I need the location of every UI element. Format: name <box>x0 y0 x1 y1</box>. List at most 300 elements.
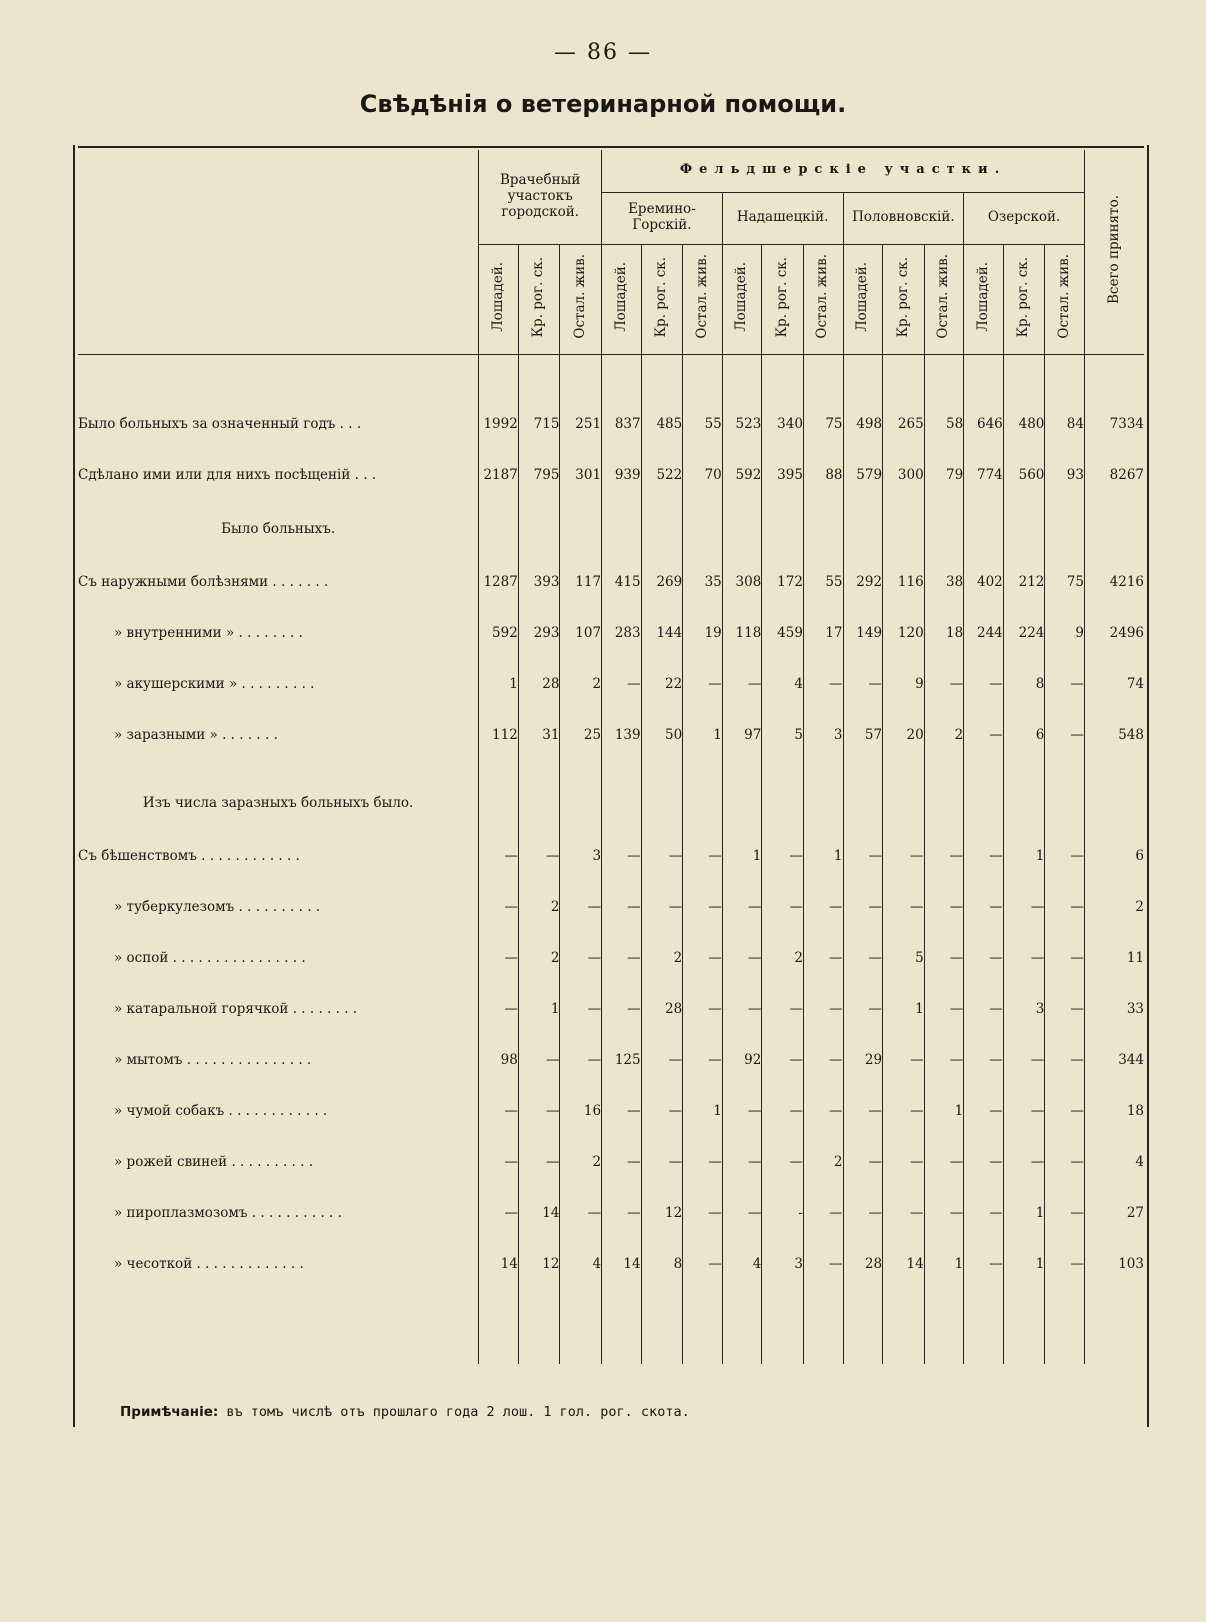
value-cell <box>479 501 519 557</box>
value-cell <box>964 775 1004 831</box>
sub-column-header <box>479 244 519 354</box>
sub-column-header <box>683 244 723 354</box>
section-heading: Было больныхъ. <box>221 520 336 537</box>
value-cell: — <box>803 882 843 933</box>
value-cell: — <box>1045 1035 1085 1086</box>
value-cell: — <box>683 933 723 984</box>
value-cell: — <box>843 1086 883 1137</box>
value-cell: — <box>602 882 642 933</box>
value-cell: 75 <box>1045 557 1085 608</box>
value-cell: 120 <box>883 608 925 659</box>
value-cell: — <box>762 831 804 882</box>
spacer-row <box>78 1304 1144 1364</box>
value-cell: 92 <box>722 1035 762 1086</box>
total-cell: 33 <box>1084 984 1144 1035</box>
sub-column-label: Остал. жив. <box>571 254 588 340</box>
value-cell <box>602 775 642 831</box>
value-cell: — <box>883 1035 925 1086</box>
value-cell: — <box>479 882 519 933</box>
value-cell: — <box>803 1188 843 1239</box>
value-cell: — <box>1045 831 1085 882</box>
value-cell: — <box>479 1137 519 1188</box>
value-cell: 28 <box>843 1239 883 1290</box>
value-cell <box>803 775 843 831</box>
value-cell: — <box>722 984 762 1035</box>
value-cell: — <box>964 933 1004 984</box>
table-row <box>78 1086 1144 1137</box>
value-cell: 4 <box>560 1239 602 1290</box>
value-cell: — <box>479 933 519 984</box>
value-cell <box>762 775 804 831</box>
total-cell: 103 <box>1084 1239 1144 1290</box>
value-cell: — <box>602 1137 642 1188</box>
value-cell: 393 <box>518 557 560 608</box>
value-cell: 1 <box>683 710 723 761</box>
value-cell: 283 <box>602 608 642 659</box>
value-cell: — <box>641 831 683 882</box>
value-cell: 293 <box>518 608 560 659</box>
value-cell: 14 <box>518 1188 560 1239</box>
value-cell: 308 <box>722 557 762 608</box>
total-cell: 4 <box>1084 1137 1144 1188</box>
table-row <box>78 659 1144 710</box>
value-cell: 340 <box>762 399 804 450</box>
row-label: » заразными » . . . . . . . <box>114 727 278 743</box>
section-heading: Изъ числа заразныхъ больныхъ было. <box>142 794 414 811</box>
value-cell: — <box>602 831 642 882</box>
value-cell: 459 <box>762 608 804 659</box>
value-cell: 774 <box>964 450 1004 501</box>
value-cell: — <box>683 882 723 933</box>
value-cell: 17 <box>803 608 843 659</box>
sub-column-header <box>560 244 602 354</box>
footnote-text: въ томъ числѣ отъ прошлаго года 2 лош. 1 гол. рог. скота. <box>226 1404 690 1420</box>
table-row <box>78 608 1144 659</box>
value-cell: 75 <box>803 399 843 450</box>
value-cell: 93 <box>1045 450 1085 501</box>
value-cell: 2 <box>560 1137 602 1188</box>
section-heading-row <box>78 501 1144 557</box>
value-cell: 14 <box>883 1239 925 1290</box>
value-cell: — <box>1045 984 1085 1035</box>
sub-column-header <box>762 244 804 354</box>
value-cell: 480 <box>1003 399 1045 450</box>
value-cell: 20 <box>883 710 925 761</box>
sub-column-label: Кр. рог. ск. <box>1015 256 1032 337</box>
value-cell: — <box>602 659 642 710</box>
feldsher-group-header: Фельдшерскіе участки. <box>602 150 1085 192</box>
value-cell <box>762 501 804 557</box>
value-cell: 523 <box>722 399 762 450</box>
value-cell: 12 <box>518 1239 560 1290</box>
sub-column-label: Лошадей. <box>733 261 750 332</box>
value-cell: — <box>843 984 883 1035</box>
sub-column-label: Лошадей. <box>974 261 991 332</box>
table-row <box>78 984 1144 1035</box>
vet-table <box>78 150 1144 1364</box>
value-cell: — <box>762 1086 804 1137</box>
value-cell <box>518 501 560 557</box>
value-cell <box>560 775 602 831</box>
value-cell: — <box>843 882 883 933</box>
value-cell: 2 <box>560 659 602 710</box>
station-header: Еремино-Горскій. <box>602 192 723 244</box>
value-cell: 9 <box>883 659 925 710</box>
value-cell: — <box>641 1086 683 1137</box>
value-cell: — <box>518 1086 560 1137</box>
value-cell: 70 <box>683 450 723 501</box>
value-cell <box>803 501 843 557</box>
value-cell: — <box>560 1188 602 1239</box>
value-cell: 1 <box>883 984 925 1035</box>
value-cell: 3 <box>803 710 843 761</box>
value-cell: 149 <box>843 608 883 659</box>
row-label: Съ наружными болѣзнями . . . . . . . <box>78 574 329 590</box>
value-cell: 579 <box>843 450 883 501</box>
sub-column-header <box>722 244 762 354</box>
sub-column-label: Кр. рог. ск. <box>653 256 670 337</box>
page-title: Свѣдѣнія о ветеринарной помощи. <box>359 90 847 118</box>
value-cell: 415 <box>602 557 642 608</box>
value-cell: - <box>762 1188 804 1239</box>
value-cell <box>722 775 762 831</box>
value-cell: — <box>518 1035 560 1086</box>
value-cell: — <box>602 1188 642 1239</box>
value-cell <box>518 775 560 831</box>
value-cell: 144 <box>641 608 683 659</box>
sub-column-header <box>924 244 964 354</box>
value-cell: — <box>1045 659 1085 710</box>
value-cell <box>883 501 925 557</box>
value-cell <box>883 775 925 831</box>
value-cell <box>843 775 883 831</box>
value-cell: 116 <box>883 557 925 608</box>
value-cell: — <box>964 1137 1004 1188</box>
value-cell: 58 <box>924 399 964 450</box>
value-cell <box>1003 775 1045 831</box>
value-cell: — <box>803 984 843 1035</box>
value-cell: 38 <box>924 557 964 608</box>
urban-station-header: Врачебный участокъ городской. <box>479 150 602 244</box>
value-cell: 5 <box>762 710 804 761</box>
total-header-label: Всего принято. <box>1105 194 1122 304</box>
value-cell: — <box>683 1137 723 1188</box>
sub-column-label: Лошадей. <box>612 261 629 332</box>
value-cell: — <box>883 831 925 882</box>
value-cell: 12 <box>641 1188 683 1239</box>
value-cell: 2 <box>518 882 560 933</box>
value-cell: — <box>722 1086 762 1137</box>
value-cell: — <box>683 984 723 1035</box>
value-cell: — <box>602 984 642 1035</box>
station-header: Надашецкій. <box>722 192 843 244</box>
value-cell: 292 <box>843 557 883 608</box>
page-number: — 86 — <box>554 40 652 65</box>
total-cell: 4216 <box>1084 557 1144 608</box>
value-cell: 172 <box>762 557 804 608</box>
value-cell: 88 <box>803 450 843 501</box>
value-cell: 55 <box>803 557 843 608</box>
value-cell: 592 <box>479 608 519 659</box>
value-cell: 3 <box>560 831 602 882</box>
row-label: » катаральной горячкой . . . . . . . . <box>114 1001 358 1017</box>
sub-column-label: Остал. жив. <box>935 254 952 340</box>
value-cell: 1 <box>518 984 560 1035</box>
value-cell: — <box>1003 1137 1045 1188</box>
value-cell: — <box>883 1188 925 1239</box>
value-cell: — <box>602 933 642 984</box>
value-cell: — <box>843 1137 883 1188</box>
total-cell: 11 <box>1084 933 1144 984</box>
value-cell: — <box>1003 1086 1045 1137</box>
value-cell <box>1045 501 1085 557</box>
total-cell: 18 <box>1084 1086 1144 1137</box>
row-label: » оспой . . . . . . . . . . . . . . . . <box>114 950 306 966</box>
value-cell: 55 <box>683 399 723 450</box>
value-cell <box>1045 775 1085 831</box>
value-cell: — <box>560 933 602 984</box>
table-row <box>78 1188 1144 1239</box>
table-top-rule <box>78 146 1144 148</box>
value-cell: 485 <box>641 399 683 450</box>
sub-column-header <box>1045 244 1085 354</box>
value-cell: 498 <box>843 399 883 450</box>
value-cell: — <box>683 1239 723 1290</box>
value-cell: 1 <box>722 831 762 882</box>
value-cell <box>683 501 723 557</box>
table-row <box>78 450 1144 501</box>
total-cell: 2496 <box>1084 608 1144 659</box>
value-cell: 2 <box>518 933 560 984</box>
value-cell: 2 <box>924 710 964 761</box>
value-cell: — <box>479 1086 519 1137</box>
value-cell: 8 <box>1003 659 1045 710</box>
table-row <box>78 1035 1144 1086</box>
value-cell: — <box>722 882 762 933</box>
value-cell <box>560 501 602 557</box>
value-cell: — <box>1003 1035 1045 1086</box>
table-row <box>78 1137 1144 1188</box>
value-cell: — <box>803 933 843 984</box>
sub-column-label: Кр. рог. ск. <box>894 256 911 337</box>
value-cell: — <box>762 984 804 1035</box>
value-cell <box>722 501 762 557</box>
value-cell: — <box>479 1188 519 1239</box>
total-cell: 548 <box>1084 710 1144 761</box>
total-cell: 6 <box>1084 831 1144 882</box>
value-cell: 1 <box>1003 1188 1045 1239</box>
value-cell: — <box>1045 1137 1085 1188</box>
sub-column-label: Остал. жив. <box>814 254 831 340</box>
sub-column-header <box>602 244 642 354</box>
value-cell: 1 <box>479 659 519 710</box>
value-cell: — <box>843 1188 883 1239</box>
station-header: Половновскій. <box>843 192 964 244</box>
value-cell: — <box>803 659 843 710</box>
station-header: Озерской. <box>964 192 1085 244</box>
value-cell: — <box>479 831 519 882</box>
value-cell: 1287 <box>479 557 519 608</box>
value-cell: — <box>683 659 723 710</box>
value-cell: 592 <box>722 450 762 501</box>
table-row <box>78 831 1144 882</box>
value-cell: 1992 <box>479 399 519 450</box>
value-cell: 139 <box>602 710 642 761</box>
total-cell: 2 <box>1084 882 1144 933</box>
table-row <box>78 557 1144 608</box>
value-cell: 2 <box>762 933 804 984</box>
sub-column-header <box>518 244 560 354</box>
value-cell: — <box>964 882 1004 933</box>
value-cell: 29 <box>843 1035 883 1086</box>
value-cell: 1 <box>924 1239 964 1290</box>
value-cell: — <box>722 933 762 984</box>
value-cell: — <box>924 1137 964 1188</box>
value-cell: — <box>843 659 883 710</box>
value-cell: — <box>803 1239 843 1290</box>
value-cell: 97 <box>722 710 762 761</box>
value-cell <box>641 775 683 831</box>
row-label: Было больныхъ за означенный годъ . . . <box>78 416 362 432</box>
value-cell: — <box>964 710 1004 761</box>
sub-column-label: Остал. жив. <box>1055 254 1072 340</box>
value-cell: 98 <box>479 1035 519 1086</box>
value-cell: 646 <box>964 399 1004 450</box>
value-cell: — <box>883 1137 925 1188</box>
value-cell: 301 <box>560 450 602 501</box>
value-cell: 244 <box>964 608 1004 659</box>
row-label: Сдѣлано ими или для нихъ посѣщеній . . . <box>78 467 377 483</box>
value-cell: 837 <box>602 399 642 450</box>
value-cell: — <box>762 1035 804 1086</box>
value-cell: — <box>1045 882 1085 933</box>
total-cell: 344 <box>1084 1035 1144 1086</box>
value-cell: — <box>924 659 964 710</box>
value-cell: — <box>560 882 602 933</box>
body-separator-row <box>78 354 1144 399</box>
total-cell <box>1084 775 1144 831</box>
value-cell: 125 <box>602 1035 642 1086</box>
value-cell: 117 <box>560 557 602 608</box>
value-cell: — <box>1003 933 1045 984</box>
value-cell: — <box>843 831 883 882</box>
value-cell: 1 <box>683 1086 723 1137</box>
value-cell: 1 <box>924 1086 964 1137</box>
total-header <box>1084 150 1144 354</box>
value-cell: — <box>641 1035 683 1086</box>
value-cell: 1 <box>803 831 843 882</box>
value-cell: — <box>1003 882 1045 933</box>
table-row <box>78 933 1144 984</box>
total-cell: 27 <box>1084 1188 1144 1239</box>
value-cell: 402 <box>964 557 1004 608</box>
value-cell: 50 <box>641 710 683 761</box>
value-cell: 939 <box>602 450 642 501</box>
value-cell: 265 <box>883 399 925 450</box>
value-cell: — <box>1045 1188 1085 1239</box>
value-cell: 3 <box>1003 984 1045 1035</box>
sub-column-header <box>843 244 883 354</box>
value-cell: — <box>560 984 602 1035</box>
value-cell: — <box>479 984 519 1035</box>
value-cell: — <box>964 1086 1004 1137</box>
value-cell: 118 <box>722 608 762 659</box>
value-cell: — <box>683 1188 723 1239</box>
value-cell: 395 <box>762 450 804 501</box>
value-cell: — <box>683 831 723 882</box>
value-cell: — <box>762 1137 804 1188</box>
row-label: » чумой собакъ . . . . . . . . . . . . <box>114 1103 328 1119</box>
row-label: » чесоткой . . . . . . . . . . . . . <box>114 1256 304 1272</box>
label-header-blank <box>78 150 479 354</box>
value-cell: 31 <box>518 710 560 761</box>
value-cell: 2 <box>803 1137 843 1188</box>
value-cell: 560 <box>1003 450 1045 501</box>
value-cell: — <box>762 882 804 933</box>
value-cell: 28 <box>518 659 560 710</box>
value-cell: — <box>641 882 683 933</box>
value-cell: 84 <box>1045 399 1085 450</box>
value-cell: — <box>803 1035 843 1086</box>
section-heading-row <box>78 775 1144 831</box>
footnote <box>120 1404 690 1420</box>
value-cell: 3 <box>762 1239 804 1290</box>
value-cell: 269 <box>641 557 683 608</box>
value-cell: 57 <box>843 710 883 761</box>
total-cell: 8267 <box>1084 450 1144 501</box>
row-label: Съ бѣшенствомъ . . . . . . . . . . . . <box>78 848 300 864</box>
sub-column-label: Кр. рог. ск. <box>530 256 547 337</box>
value-cell: — <box>641 1137 683 1188</box>
value-cell: 35 <box>683 557 723 608</box>
value-cell: — <box>883 1086 925 1137</box>
value-cell: — <box>924 933 964 984</box>
value-cell: — <box>924 831 964 882</box>
value-cell: 16 <box>560 1086 602 1137</box>
value-cell <box>924 775 964 831</box>
value-cell: 8 <box>641 1239 683 1290</box>
value-cell: 522 <box>641 450 683 501</box>
row-label: » акушерскими » . . . . . . . . . <box>114 676 315 692</box>
value-cell <box>479 775 519 831</box>
total-cell: 7334 <box>1084 399 1144 450</box>
value-cell: 4 <box>722 1239 762 1290</box>
value-cell <box>964 501 1004 557</box>
sub-column-header <box>1003 244 1045 354</box>
sub-column-header <box>964 244 1004 354</box>
value-cell: — <box>518 1137 560 1188</box>
value-cell: — <box>1045 710 1085 761</box>
sub-column-header <box>883 244 925 354</box>
value-cell: 715 <box>518 399 560 450</box>
value-cell: 212 <box>1003 557 1045 608</box>
value-cell: — <box>1045 1239 1085 1290</box>
row-label: » мытомъ . . . . . . . . . . . . . . . <box>114 1052 312 1068</box>
table-row <box>78 1239 1144 1290</box>
value-cell <box>641 501 683 557</box>
value-cell: 4 <box>762 659 804 710</box>
value-cell: — <box>722 1137 762 1188</box>
sub-column-label: Кр. рог. ск. <box>773 256 790 337</box>
spacer-row <box>78 1290 1144 1304</box>
value-cell: — <box>722 1188 762 1239</box>
value-cell: — <box>560 1035 602 1086</box>
value-cell <box>683 775 723 831</box>
total-cell <box>1084 501 1144 557</box>
table-row <box>78 882 1144 933</box>
value-cell: 107 <box>560 608 602 659</box>
value-cell: 14 <box>479 1239 519 1290</box>
